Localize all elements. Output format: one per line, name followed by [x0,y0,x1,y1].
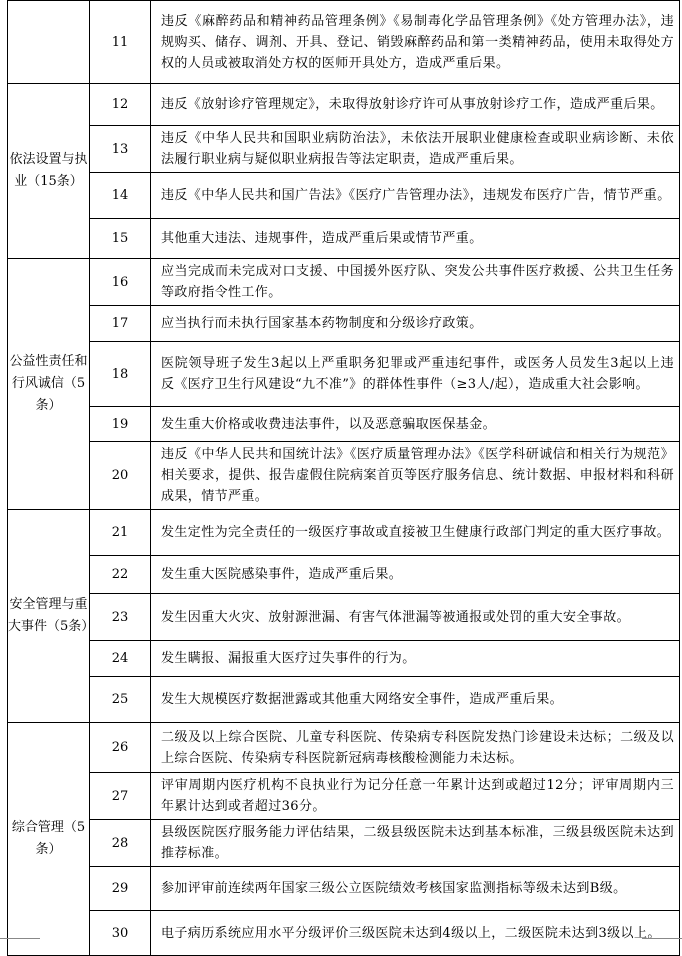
item-number: 14 [90,173,151,219]
item-number: 20 [90,442,151,510]
table-row [8,126,680,173]
item-number: 22 [90,556,151,594]
item-number: 23 [90,594,151,641]
item-text: 其他重大违法、违规事件，造成严重后果或情节严重。 [151,219,680,259]
item-text: 发生瞒报、漏报重大医疗过失事件的行为。 [151,641,680,677]
table-row [8,306,680,342]
table-row [8,442,680,510]
item-text: 应当执行而未执行国家基本药物制度和分级诊疗政策。 [151,306,680,342]
table-row [8,219,680,259]
item-text: 违反《麻醉药品和精神药品管理条例》《易制毒化学品管理条例》《处方管理办法》，违规购买、储存、调剂、开具、登记、销毁麻醉药品和第一类精神药品，使用未取得处方权的人员或被取消处方权的医师开具处方，造成严重后果。 [151,1,680,84]
item-text: 应当完成而未完成对口支援、中国援外医疗队、突发公共事件医疗救援、公共卫生任务等政府指令性工作。 [151,259,680,306]
item-number: 28 [90,820,151,867]
category-cell [8,1,90,84]
table-row [8,342,680,407]
item-text: 医院领导班子发生3起以上严重职务犯罪或严重违纪事件，或医务人员发生3起以上违反《医疗卫生行风建设“九不准”》的群体性事件（≥3人/起），造成重大社会影响。 [151,342,680,407]
table-row [8,84,680,126]
criteria-table [7,0,680,956]
table-row [8,259,680,306]
item-text: 发生重大价格或收费违法事件，以及恶意骗取医保基金。 [151,407,680,442]
item-number: 30 [90,911,151,956]
table-row [8,911,680,956]
item-text: 违反《中华人民共和国统计法》《医疗质量管理办法》《医学科研诚信和相关行为规范》相关要求，提供、报告虚假住院病案首页等医疗服务信息、统计数据、申报材料和科研成果，情节严重。 [151,442,680,510]
item-number: 24 [90,641,151,677]
item-number: 21 [90,510,151,556]
item-number: 26 [90,723,151,773]
table-row [8,677,680,723]
item-text: 违反《中华人民共和国广告法》《医疗广告管理办法》，违规发布医疗广告，情节严重。 [151,173,680,219]
item-text: 发生定性为完全责任的一级医疗事故或直接被卫生健康行政部门判定的重大医疗事故。 [151,510,680,556]
item-number: 19 [90,407,151,442]
item-text: 评审周期内医疗机构不良执业行为记分任意一年累计达到或超过12分；评审周期内三年累计达到或者超过36分。 [151,773,680,820]
table-row [8,641,680,677]
item-text: 二级及以上综合医院、儿童专科医院、传染病专科医院发热门诊建设未达标；二级及以上综合医院、传染病专科医院新冠病毒核酸检测能力未达标。 [151,723,680,773]
item-text: 发生重大医院感染事件，造成严重后果。 [151,556,680,594]
item-text: 参加评审前连续两年国家三级公立医院绩效考核国家监测指标等级未达到B级。 [151,867,680,911]
item-text: 电子病历系统应用水平分级评价三级医院未达到4级以上，二级医院未达到3级以上。 [151,911,680,956]
table-row [8,173,680,219]
table-row [8,510,680,556]
table-row [8,1,680,84]
table-row [8,594,680,641]
item-text: 发生因重大火灾、放射源泄漏、有害气体泄漏等被通报或处罚的重大安全事故。 [151,594,680,641]
item-text: 违反《中华人民共和国职业病防治法》，未依法开展职业健康检查或职业病诊断、未依法履行职业病与疑似职业病报告等法定职责，造成严重后果。 [151,126,680,173]
item-text: 发生大规模医疗数据泄露或其他重大网络安全事件，造成严重后果。 [151,677,680,723]
category-cell: 安全管理与重大事件（5条） [8,510,90,723]
category-cell: 依法设置与执业（15条） [8,84,90,259]
item-number: 12 [90,84,151,126]
item-text: 县级医院医疗服务能力评估结果，二级县级医院未达到基本标准，三级县级医院未达到推荐标准。 [151,820,680,867]
category-cell: 综合管理（5条） [8,723,90,956]
table-row [8,407,680,442]
item-number: 11 [90,1,151,84]
table-row [8,820,680,867]
category-cell: 公益性责任和行风诚信（5条） [8,259,90,510]
item-number: 13 [90,126,151,173]
table-row [8,867,680,911]
item-number: 17 [90,306,151,342]
table-row [8,773,680,820]
item-number: 27 [90,773,151,820]
item-number: 29 [90,867,151,911]
table-row [8,723,680,773]
item-number: 16 [90,259,151,306]
item-number: 25 [90,677,151,723]
item-number: 18 [90,342,151,407]
item-number: 15 [90,219,151,259]
item-text: 违反《放射诊疗管理规定》，未取得放射诊疗许可从事放射诊疗工作，造成严重后果。 [151,84,680,126]
table-row [8,556,680,594]
